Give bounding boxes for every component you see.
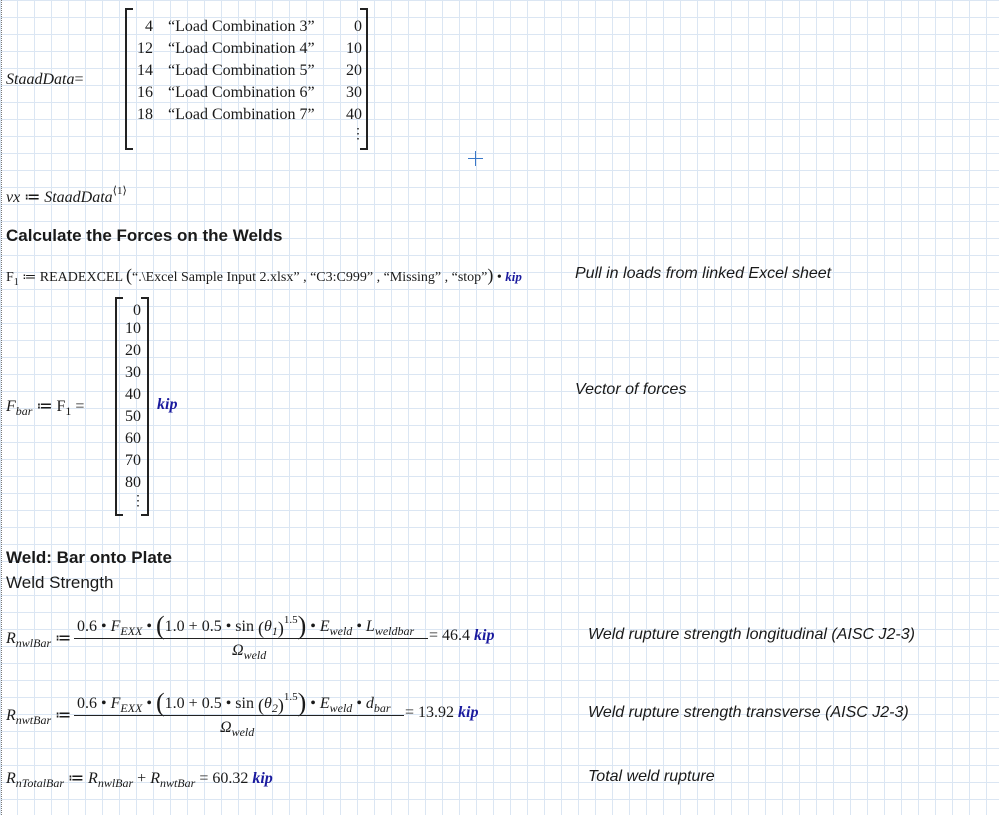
multiply-dot: • [496,270,502,285]
unit-kip: kip [458,704,479,721]
rnwl-term-sub: nwlBar [97,776,134,790]
matrix-cell-name: “Load Combination 7” [168,106,315,123]
rnwl-numerator: 0.6 • $F_{EXX}$ • (1.0 + 0.5 • $\sin (\theta_1)^{1.5}$) • $E_{weld}$ • $L_{weldbar}$ [77,611,415,640]
result-value: = 60.32 [199,770,249,787]
matrix-row [133,62,362,80]
vector-cell: 10 [125,320,141,337]
unit-kip: kip [157,396,178,413]
eweld-symbol: E [319,695,330,712]
readexcel-function: READEXCEL [39,270,123,285]
matrix-cell-id: 12 [137,40,153,57]
assign-operator: ≔ [22,270,37,285]
subheading-weld-strength: Weld Strength [6,573,114,592]
matrix-cell-id: 4 [145,18,153,35]
length-symbol: L [365,618,375,635]
matrix-cell-id: 18 [137,106,153,123]
numerator-coefficient: 0.6 • [77,618,111,635]
comment-pull-loads: Pull in loads from linked Excel sheet [575,265,832,282]
matrix-cell-value: 30 [346,84,362,101]
matrix-cell-value: 10 [346,40,362,57]
matrix-row [133,106,362,124]
rnwt-lhs-sub: nwtBar [15,713,52,727]
matrix-left-bracket [125,8,133,150]
result-value: = 46.4 [429,627,471,644]
multiply-dot: • [356,695,362,712]
comment-rupture-longitudinal: Weld rupture strength longitudinal (AISC J2-3) [588,626,915,643]
comment-total-rupture: Total weld rupture [588,768,715,785]
plus-operator: + [137,770,147,787]
matrix-cell-value: 20 [346,62,362,79]
inner-expression: 1.0 + 0.5 • sin [164,695,258,712]
omega-sub: weld [231,725,255,739]
vx-rhs: StaadData [44,189,113,206]
fexx-symbol: F [110,695,121,712]
matrix-ellipsis: ⋮ [351,127,365,142]
staad-data-label[interactable] [6,71,83,89]
assign-operator: ≔ [55,707,72,724]
vector-cell: 80 [125,474,141,491]
omega-symbol: Ω [232,642,244,659]
rnwt-lhs: R [6,707,16,724]
vector-right-bracket [141,297,149,516]
section-heading-weld: Weld: Bar onto Plate [6,548,172,567]
unit-kip: kip [474,627,495,644]
matrix-row [133,40,362,58]
exponent: 1.5 [283,614,298,626]
equals-operator: = [75,398,85,415]
multiply-dot: • [146,618,152,635]
rntotal-lhs-sub: nTotalBar [15,776,65,790]
theta-symbol: θ [263,695,272,712]
matrix-cell-value: 0 [354,18,362,35]
vector-ellipsis: ⋮ [131,494,145,509]
comment-vector-forces: Vector of forces [575,381,687,398]
fexx-sub: EXX [120,701,143,715]
matrix-cell-id: 14 [137,62,153,79]
assign-operator: ≔ [68,770,85,787]
rnwl-result [429,627,494,645]
open-paren: ( [126,265,132,285]
rnwl-lhs: R [6,630,16,647]
vector-cell: 50 [125,408,141,425]
matrix-cell-value: 40 [346,106,362,123]
matrix-cell-name: “Load Combination 3” [168,18,315,35]
matrix-cell-name: “Load Combination 6” [168,84,315,101]
fbar-definition[interactable] [6,396,84,416]
f1-sub: 1 [13,277,19,288]
rnwl-lhs-group [6,628,71,648]
eweld-symbol: E [319,618,330,635]
multiply-dot: • [310,695,316,712]
theta-symbol: θ [263,618,272,635]
diameter-symbol: d [365,695,374,712]
assign-operator: ≔ [36,398,53,415]
fraction-bar [74,638,428,639]
unit-kip: kip [252,770,273,787]
multiply-dot: • [356,618,362,635]
numerator-coefficient: 0.6 • [77,695,111,712]
rnwl-lhs-sub: nwlBar [15,636,52,650]
theta-sub: 2 [271,701,278,715]
fexx-symbol: F [110,618,121,635]
matrix-cell-name: “Load Combination 4” [168,40,315,57]
result-value: = 13.92 [405,704,455,721]
eweld-sub: weld [329,624,353,638]
vector-cell: 40 [125,386,141,403]
staad-data-lhs: StaadData [6,71,75,88]
length-sub: weldbar [374,624,415,638]
fraction-bar [74,715,404,716]
diameter-sub: bar [373,701,391,715]
matrix-row [133,84,362,102]
close-paren: ) [487,265,494,285]
staad-data-equals: = [74,71,84,88]
eweld-sub: weld [329,701,353,715]
rnwt-term-sub: nwtBar [159,776,196,790]
vx-definition[interactable] [6,187,127,207]
unit-kip: kip [505,269,522,284]
theta-sub: 1 [271,624,278,638]
vector-cell: 70 [125,452,141,469]
comment-rupture-transverse: Weld rupture strength transverse (AISC J2-3) [588,704,909,721]
rnwt-numerator: 0.6 • $F_{EXX}$ • (1.0 + 0.5 • $\sin (\theta_2)^{1.5}$) • $E_{weld}$ • $d_{bar}$ [77,688,391,717]
rnwt-result [405,704,478,722]
omega-symbol: Ω [220,719,232,736]
section-heading-forces: Calculate the Forces on the Welds [6,226,283,245]
rnwt-denominator [220,719,254,737]
exponent: 1.5 [283,691,298,703]
vx-lhs: vx [6,189,21,206]
fbar-rhs: F [56,398,66,415]
rnwl-denominator [232,642,266,660]
vector-cell: 30 [125,364,141,381]
fbar-rhs-sub: 1 [65,404,72,418]
omega-sub: weld [243,648,267,662]
rnwt-term: R [150,770,160,787]
assign-operator: ≔ [55,630,72,647]
inner-expression: 1.0 + 0.5 • sin [164,618,258,635]
left-margin-rule [1,0,2,815]
matrix-cell-id: 16 [137,84,153,101]
assign-operator: ≔ [24,189,41,206]
rnwt-lhs-group [6,705,71,725]
multiply-dot: • [310,618,316,635]
fbar-lhs: F [6,398,16,415]
fbar-sub: bar [15,404,33,418]
f1-lhs: F [6,270,14,285]
vector-cell: 60 [125,430,141,447]
rntotal-lhs: R [6,770,16,787]
readexcel-args: “.\Excel Sample Input 2.xlsx” , “C3:C999” , “Missing” , “stop” [132,270,488,285]
matrix-cell-name: “Load Combination 5” [168,62,315,79]
vector-cell: 20 [125,342,141,359]
column-superscript: ⟨1⟩ [112,185,127,197]
vector-cell: 0 [133,302,141,319]
matrix-row [133,18,362,36]
rntotal-equation[interactable] [6,768,273,788]
rnwl-term: R [88,770,98,787]
multiply-dot: • [146,695,152,712]
f1-definition[interactable] [6,265,522,286]
fexx-sub: EXX [120,624,143,638]
insertion-crosshair [468,151,483,166]
